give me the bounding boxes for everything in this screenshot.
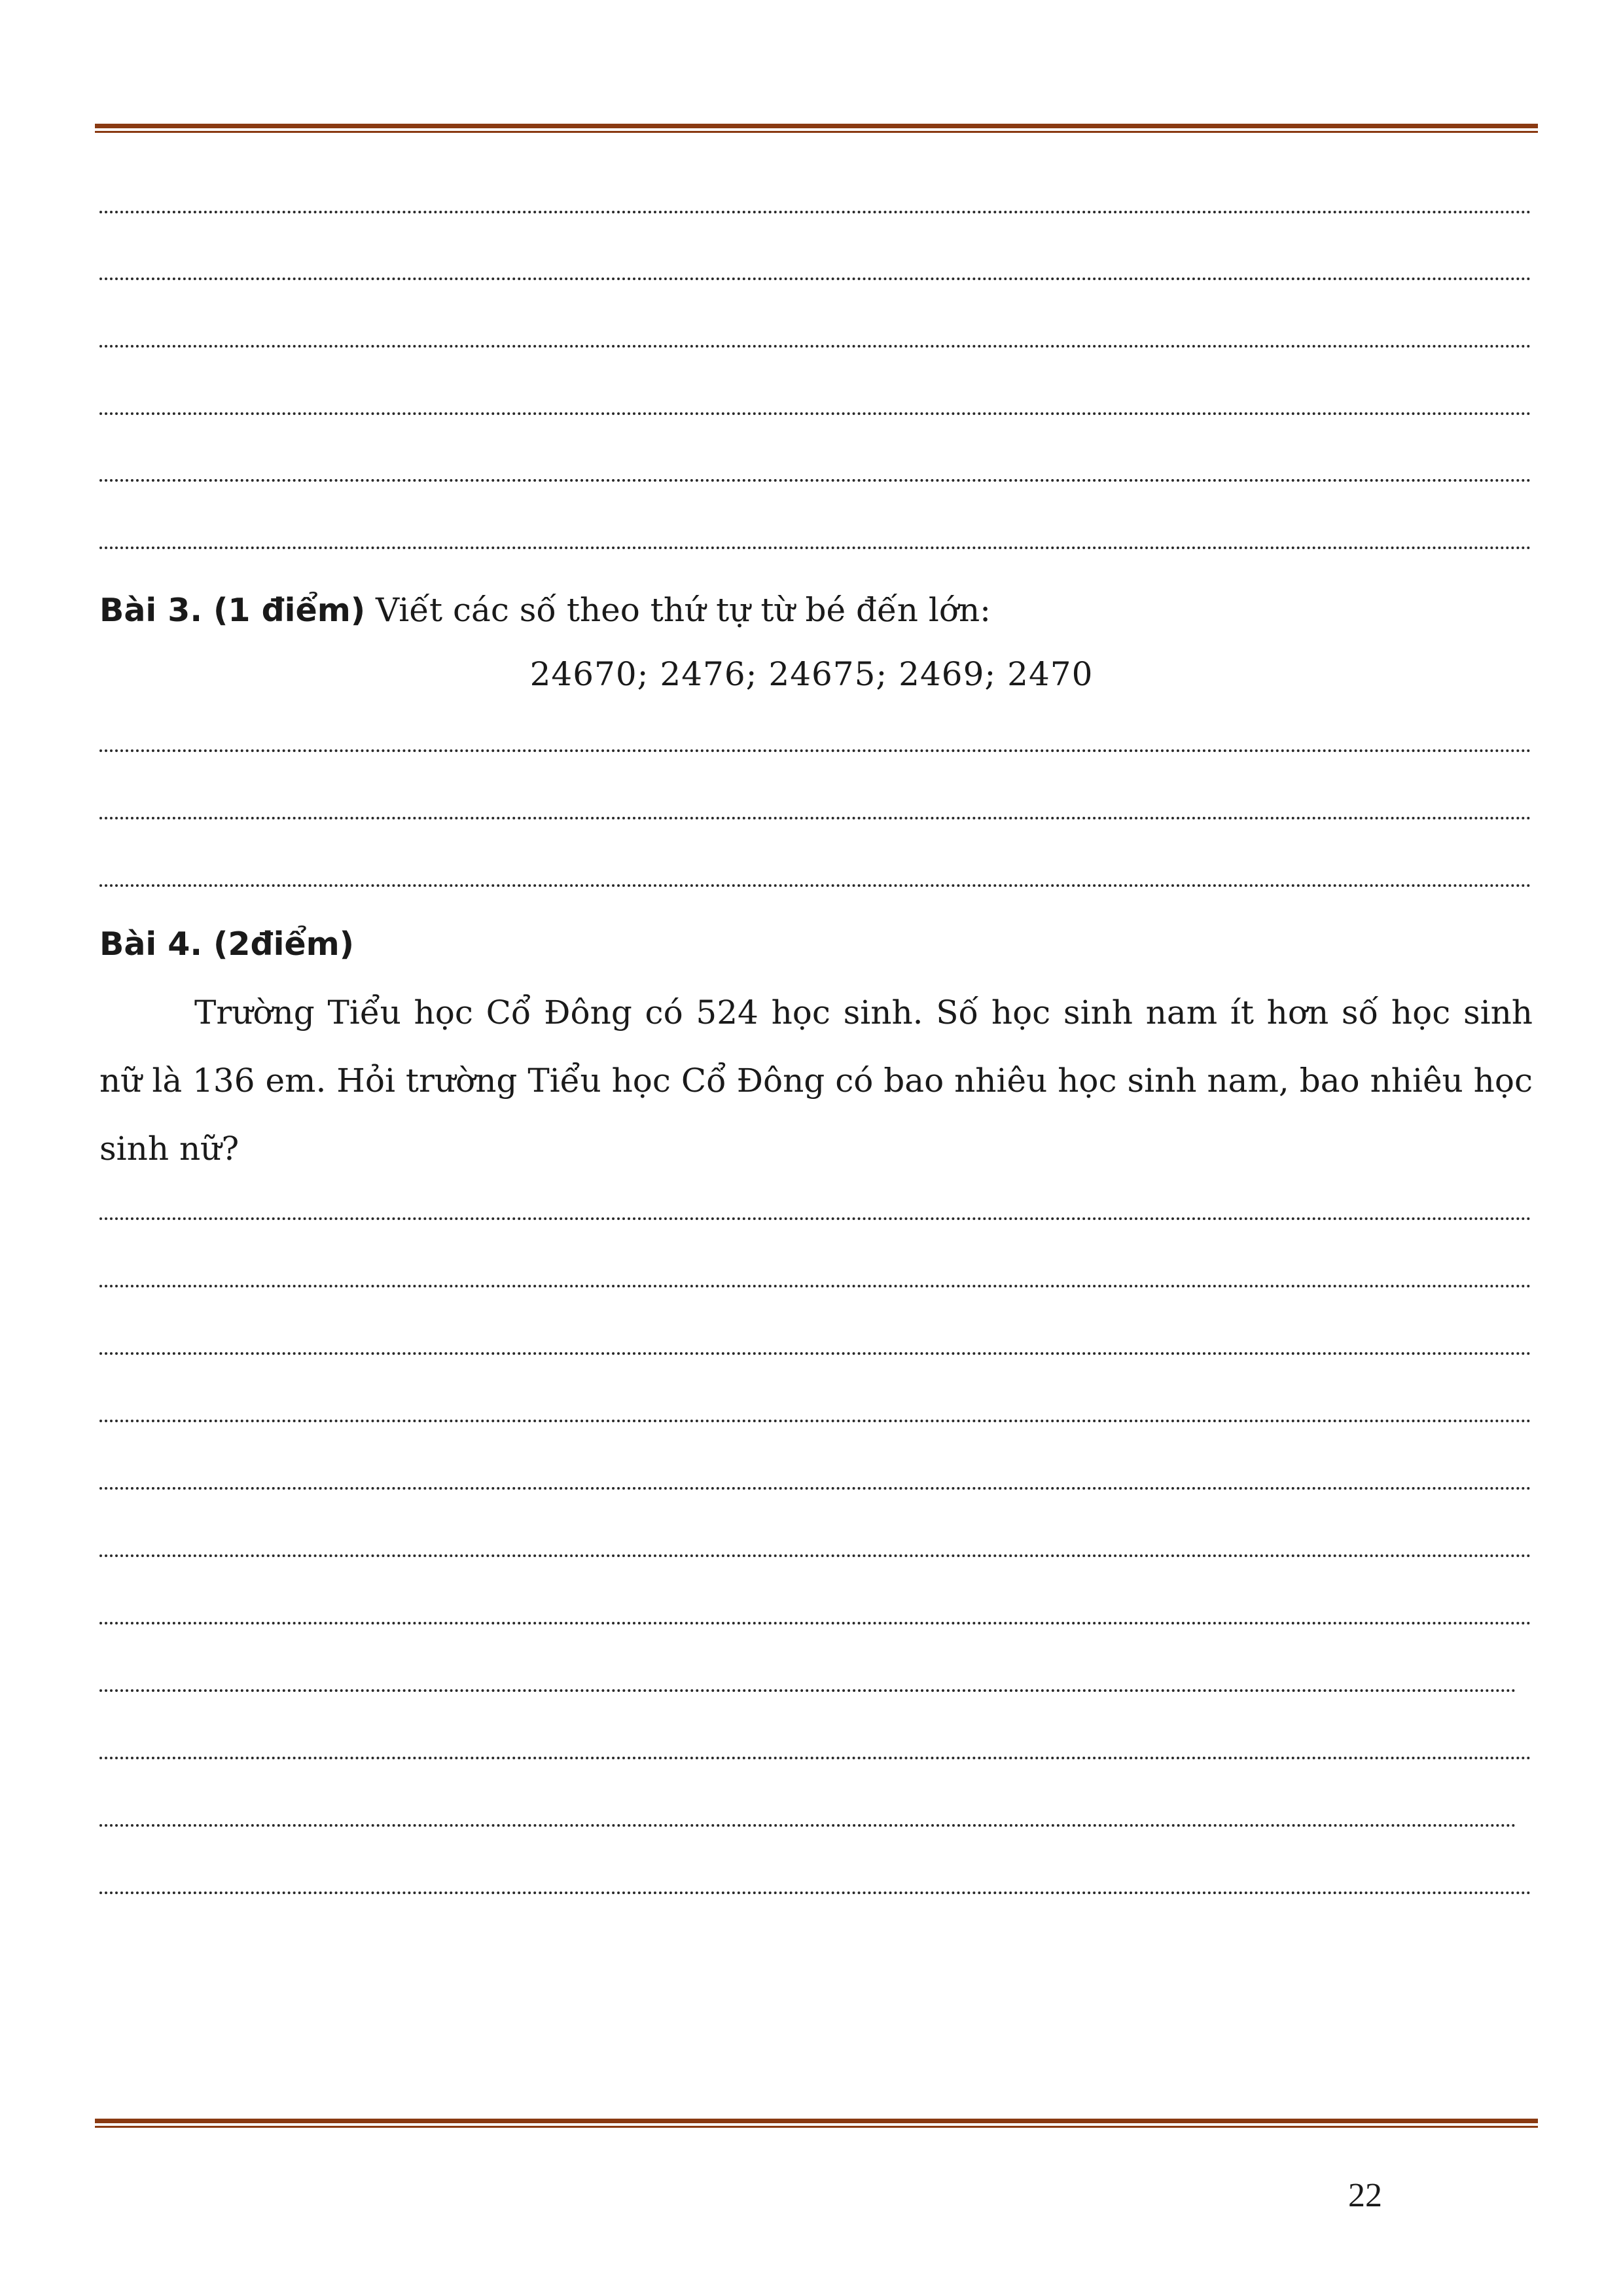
answer-line xyxy=(99,1487,1531,1490)
answer-line xyxy=(99,479,1531,482)
exercise-3-prompt: Viết các số theo thứ tự từ bé đến lớn: xyxy=(365,591,991,629)
answer-line xyxy=(99,1285,1531,1287)
exercise-4-problem xyxy=(99,978,1533,1183)
exercise-3-label: Bài 3. (1 điểm) xyxy=(99,592,366,629)
exercise-4-problem-text: Trường Tiểu học Cổ Đông có 524 học sinh. Số học sinh nam ít hơn số học sinh nữ là 136 em. Hỏi trường Tiểu học Cổ Đông có bao nhiêu học sinh nam, bao nhiêu học sinh nữ? xyxy=(99,994,1533,1168)
answer-line xyxy=(99,1554,1531,1557)
answer-line xyxy=(99,1689,1516,1692)
answer-line xyxy=(99,749,1531,752)
answer-line xyxy=(99,412,1531,415)
answer-line xyxy=(99,1217,1531,1220)
answer-line xyxy=(99,884,1531,887)
answer-line xyxy=(99,278,1531,280)
exercise-3-heading xyxy=(99,590,991,630)
answer-line xyxy=(99,547,1531,549)
answer-line xyxy=(99,1420,1531,1422)
exercise-4-label: Bài 4. (2điểm) xyxy=(99,925,355,963)
answer-line xyxy=(99,1824,1516,1827)
page-number: 22 xyxy=(1348,2177,1382,2214)
answer-line xyxy=(99,211,1531,213)
answer-line xyxy=(99,1622,1531,1624)
answer-line xyxy=(99,1757,1531,1759)
answer-line xyxy=(99,345,1531,348)
footer-rule xyxy=(95,2119,1538,2128)
answer-line xyxy=(99,1892,1531,1894)
answer-line xyxy=(99,817,1531,819)
answer-line xyxy=(99,1352,1531,1355)
header-rule xyxy=(95,124,1538,133)
exercise-3-numbers: 24670; 2476; 24675; 2469; 2470 xyxy=(529,655,1094,693)
